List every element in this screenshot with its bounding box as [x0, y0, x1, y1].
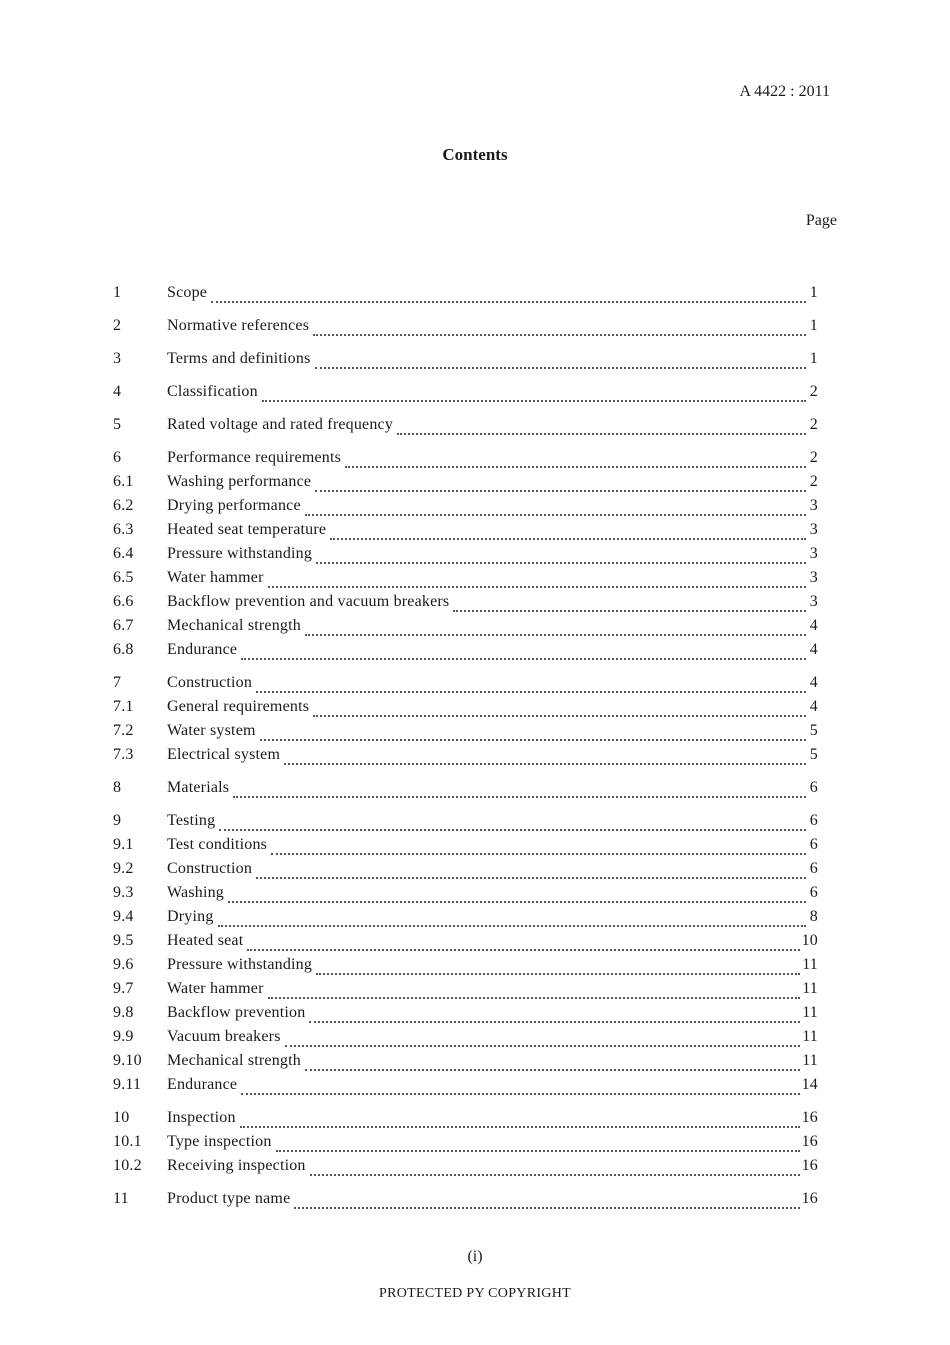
toc-entry-number: 1: [113, 284, 122, 301]
toc-entry-page: 2: [809, 416, 818, 433]
toc-entry[interactable]: [113, 1028, 818, 1052]
toc-entry[interactable]: [113, 884, 818, 908]
toc-entry-title: General requirements: [167, 698, 310, 715]
standard-code: A 4422 : 2011: [739, 83, 830, 100]
toc-entry-page: 6: [809, 884, 818, 901]
toc-entry-title: Washing performance: [167, 473, 312, 490]
toc-dot-leader: [315, 351, 807, 369]
page-title: Contents: [442, 145, 508, 164]
toc-entry-number: 10: [113, 1109, 130, 1126]
toc-dot-leader: [284, 747, 806, 765]
toc-entry-page: 2: [809, 383, 818, 400]
toc-entry-page: 6: [809, 860, 818, 877]
toc-entry-title: Drying: [167, 908, 214, 925]
toc-entry-number: 9.9: [113, 1028, 134, 1045]
toc-entry-number: 6.2: [113, 497, 134, 514]
toc-entry-title: Classification: [167, 383, 258, 400]
toc-dot-leader: [316, 957, 800, 975]
toc-entry-page: 6: [809, 812, 818, 829]
toc-dot-leader: [228, 885, 806, 903]
toc-entry-number: 6: [113, 449, 122, 466]
toc-entry[interactable]: [113, 980, 818, 1004]
toc-entry-page: 16: [801, 1133, 818, 1150]
toc-entry-page: 11: [802, 1004, 818, 1021]
toc-entry-number: 6.4: [113, 545, 134, 562]
toc-entry-number: 11: [113, 1190, 129, 1207]
toc-section-group: [113, 284, 818, 308]
toc-entry-number: 6.1: [113, 473, 134, 490]
toc-entry-page: 4: [809, 617, 818, 634]
page-number: (i): [467, 1248, 483, 1265]
toc-entry-title: Rated voltage and rated frequency: [167, 416, 394, 433]
toc-entry-page: 14: [801, 1076, 818, 1093]
toc-entry[interactable]: [113, 722, 818, 746]
toc-entry-page: 4: [809, 698, 818, 715]
toc-entry-page: 3: [809, 569, 818, 586]
toc-entry-title: Inspection: [167, 1109, 236, 1126]
toc-section-group: [113, 317, 818, 341]
toc-entry[interactable]: [113, 416, 818, 440]
toc-entry-page: 4: [809, 641, 818, 658]
toc-entry-title: Backflow prevention: [167, 1004, 306, 1021]
toc-entry[interactable]: [113, 1109, 818, 1133]
toc-dot-leader: [268, 981, 801, 999]
toc-entry-title: Type inspection: [167, 1133, 272, 1150]
toc-dot-leader: [211, 285, 806, 303]
toc-entry-number: 9: [113, 812, 122, 829]
toc-dot-leader: [294, 1191, 799, 1209]
toc-entry-number: 9.3: [113, 884, 134, 901]
toc-dot-leader: [315, 474, 806, 492]
toc-entry[interactable]: [113, 449, 818, 473]
toc-section-group: [113, 449, 818, 665]
toc-entry[interactable]: [113, 698, 818, 722]
toc-entry-title: Receiving inspection: [167, 1157, 306, 1174]
toc-entry-number: 8: [113, 779, 122, 796]
toc-entry[interactable]: [113, 617, 818, 641]
toc-section-group: [113, 779, 818, 803]
toc-entry-page: 8: [809, 908, 818, 925]
toc-entry-page: 16: [801, 1109, 818, 1126]
toc-dot-leader: [260, 723, 806, 741]
toc-entry-number: 9.4: [113, 908, 134, 925]
toc-entry-title: Heated seat temperature: [167, 521, 327, 538]
toc-entry-number: 9.8: [113, 1004, 134, 1021]
toc-entry[interactable]: [113, 746, 818, 770]
toc-entry-page: 1: [809, 284, 818, 301]
toc-entry-page: 2: [809, 473, 818, 490]
toc-dot-leader: [313, 699, 806, 717]
toc-dot-leader: [309, 1005, 800, 1023]
toc-entry[interactable]: [113, 569, 818, 593]
toc-entry-page: 5: [809, 722, 818, 739]
toc-entry-number: 9.7: [113, 980, 134, 997]
toc-entry-page: 6: [809, 836, 818, 853]
toc-entry[interactable]: [113, 593, 818, 617]
toc-entry[interactable]: [113, 1076, 818, 1100]
toc-entry-title: Water hammer: [167, 980, 264, 997]
toc-entry-page: 3: [809, 593, 818, 610]
toc-dot-leader: [453, 594, 806, 612]
toc-entry-title: Pressure withstanding: [167, 545, 313, 562]
toc-entry-number: 9.2: [113, 860, 134, 877]
toc-entry-page: 11: [802, 1052, 818, 1069]
toc-entry-title: Construction: [167, 860, 253, 877]
toc-entry[interactable]: [113, 932, 818, 956]
toc-entry-title: Backflow prevention and vacuum breakers: [167, 593, 450, 610]
toc-entry-title: Pressure withstanding: [167, 956, 313, 973]
toc-dot-leader: [330, 522, 806, 540]
toc-entry-page: 3: [809, 545, 818, 562]
table-of-contents: [113, 284, 818, 1223]
toc-entry[interactable]: [113, 473, 818, 497]
toc-dot-leader: [241, 642, 806, 660]
toc-entry-page: 1: [809, 317, 818, 334]
toc-entry-number: 2: [113, 317, 122, 334]
toc-entry[interactable]: [113, 350, 818, 374]
toc-entry-number: 7.3: [113, 746, 134, 763]
toc-entry-number: 3: [113, 350, 122, 367]
toc-section-group: [113, 674, 818, 770]
toc-entry[interactable]: [113, 1133, 818, 1157]
copyright-notice: PROTECTED PY COPYRIGHT: [379, 1286, 571, 1301]
toc-entry-page: 3: [809, 497, 818, 514]
toc-entry-title: Testing: [167, 812, 216, 829]
toc-dot-leader: [247, 933, 799, 951]
toc-entry[interactable]: [113, 908, 818, 932]
toc-entry[interactable]: [113, 1004, 818, 1028]
toc-entry-number: 5: [113, 416, 122, 433]
toc-entry-number: 6.3: [113, 521, 134, 538]
toc-entry-number: 9.1: [113, 836, 134, 853]
toc-entry-number: 6.5: [113, 569, 134, 586]
toc-entry-title: Materials: [167, 779, 230, 796]
toc-dot-leader: [345, 450, 806, 468]
toc-entry-number: 7.2: [113, 722, 134, 739]
toc-entry[interactable]: [113, 383, 818, 407]
toc-dot-leader: [219, 813, 806, 831]
page-column-label: Page: [805, 212, 837, 229]
toc-entry-number: 4: [113, 383, 122, 400]
toc-entry-number: 7: [113, 674, 122, 691]
toc-entry-title: Mechanical strength: [167, 617, 301, 634]
toc-entry-page: 10: [801, 932, 818, 949]
toc-entry-page: 16: [801, 1157, 818, 1174]
toc-dot-leader: [262, 384, 806, 402]
toc-entry-page: 11: [802, 980, 818, 997]
toc-entry[interactable]: [113, 545, 818, 569]
toc-entry-title: Terms and definitions: [167, 350, 311, 367]
toc-dot-leader: [241, 1077, 799, 1095]
toc-entry-title: Drying performance: [167, 497, 301, 514]
toc-section-group: [113, 383, 818, 407]
toc-section-group: [113, 416, 818, 440]
toc-entry-page: 6: [809, 779, 818, 796]
toc-entry[interactable]: [113, 812, 818, 836]
toc-entry[interactable]: [113, 521, 818, 545]
toc-entry[interactable]: [113, 779, 818, 803]
toc-entry[interactable]: [113, 956, 818, 980]
toc-entry-number: 6.6: [113, 593, 134, 610]
toc-entry-title: Construction: [167, 674, 253, 691]
toc-entry-title: Product type name: [167, 1190, 291, 1207]
toc-entry-number: 9.5: [113, 932, 134, 949]
toc-dot-leader: [276, 1134, 800, 1152]
toc-entry-number: 6.7: [113, 617, 134, 634]
toc-entry[interactable]: [113, 1052, 818, 1076]
toc-entry-title: Electrical system: [167, 746, 281, 763]
toc-entry-number: 10.2: [113, 1157, 142, 1174]
toc-entry-number: 9.6: [113, 956, 134, 973]
toc-entry-page: 11: [802, 956, 818, 973]
toc-entry-page: 4: [809, 674, 818, 691]
toc-dot-leader: [271, 837, 806, 855]
toc-entry-number: 9.10: [113, 1052, 142, 1069]
toc-entry[interactable]: [113, 497, 818, 521]
toc-entry-title: Scope: [167, 284, 208, 301]
toc-entry-title: Heated seat: [167, 932, 244, 949]
toc-entry-title: Performance requirements: [167, 449, 342, 466]
toc-dot-leader: [233, 780, 806, 798]
toc-entry[interactable]: [113, 860, 818, 884]
toc-entry-title: Test conditions: [167, 836, 268, 853]
toc-section-group: [113, 812, 818, 1100]
toc-entry-title: Water hammer: [167, 569, 264, 586]
toc-dot-leader: [305, 498, 806, 516]
toc-dot-leader: [310, 1158, 800, 1176]
toc-entry-page: 11: [802, 1028, 818, 1045]
toc-dot-leader: [305, 1053, 800, 1071]
toc-dot-leader: [268, 570, 806, 588]
toc-entry-title: Mechanical strength: [167, 1052, 301, 1069]
toc-entry[interactable]: [113, 1190, 818, 1214]
toc-dot-leader: [313, 318, 806, 336]
toc-entry-title: Normative references: [167, 317, 310, 334]
toc-section-group: [113, 1109, 818, 1181]
toc-entry-title: Endurance: [167, 1076, 238, 1093]
toc-entry-number: 6.8: [113, 641, 134, 658]
toc-dot-leader: [240, 1110, 800, 1128]
toc-dot-leader: [397, 417, 806, 435]
toc-section-group: [113, 1190, 818, 1214]
toc-entry-page: 16: [801, 1190, 818, 1207]
toc-entry-title: Endurance: [167, 641, 238, 658]
toc-section-group: [113, 350, 818, 374]
toc-entry-number: 9.11: [113, 1076, 142, 1093]
toc-dot-leader: [316, 546, 806, 564]
toc-dot-leader: [218, 909, 806, 927]
toc-dot-leader: [256, 861, 806, 879]
toc-entry-title: Vacuum breakers: [167, 1028, 281, 1045]
toc-entry-title: Washing: [167, 884, 224, 901]
toc-entry-title: Water system: [167, 722, 256, 739]
toc-entry-page: 3: [809, 521, 818, 538]
toc-entry[interactable]: [113, 1157, 818, 1181]
toc-entry-page: 5: [809, 746, 818, 763]
toc-entry[interactable]: [113, 836, 818, 860]
toc-entry[interactable]: [113, 317, 818, 341]
toc-dot-leader: [256, 675, 806, 693]
toc-entry-page: 2: [809, 449, 818, 466]
toc-dot-leader: [285, 1029, 801, 1047]
toc-dot-leader: [305, 618, 806, 636]
toc-entry[interactable]: [113, 641, 818, 665]
toc-entry[interactable]: [113, 674, 818, 698]
toc-entry-number: 7.1: [113, 698, 134, 715]
toc-entry[interactable]: [113, 284, 818, 308]
toc-entry-number: 10.1: [113, 1133, 142, 1150]
toc-entry-page: 1: [809, 350, 818, 367]
